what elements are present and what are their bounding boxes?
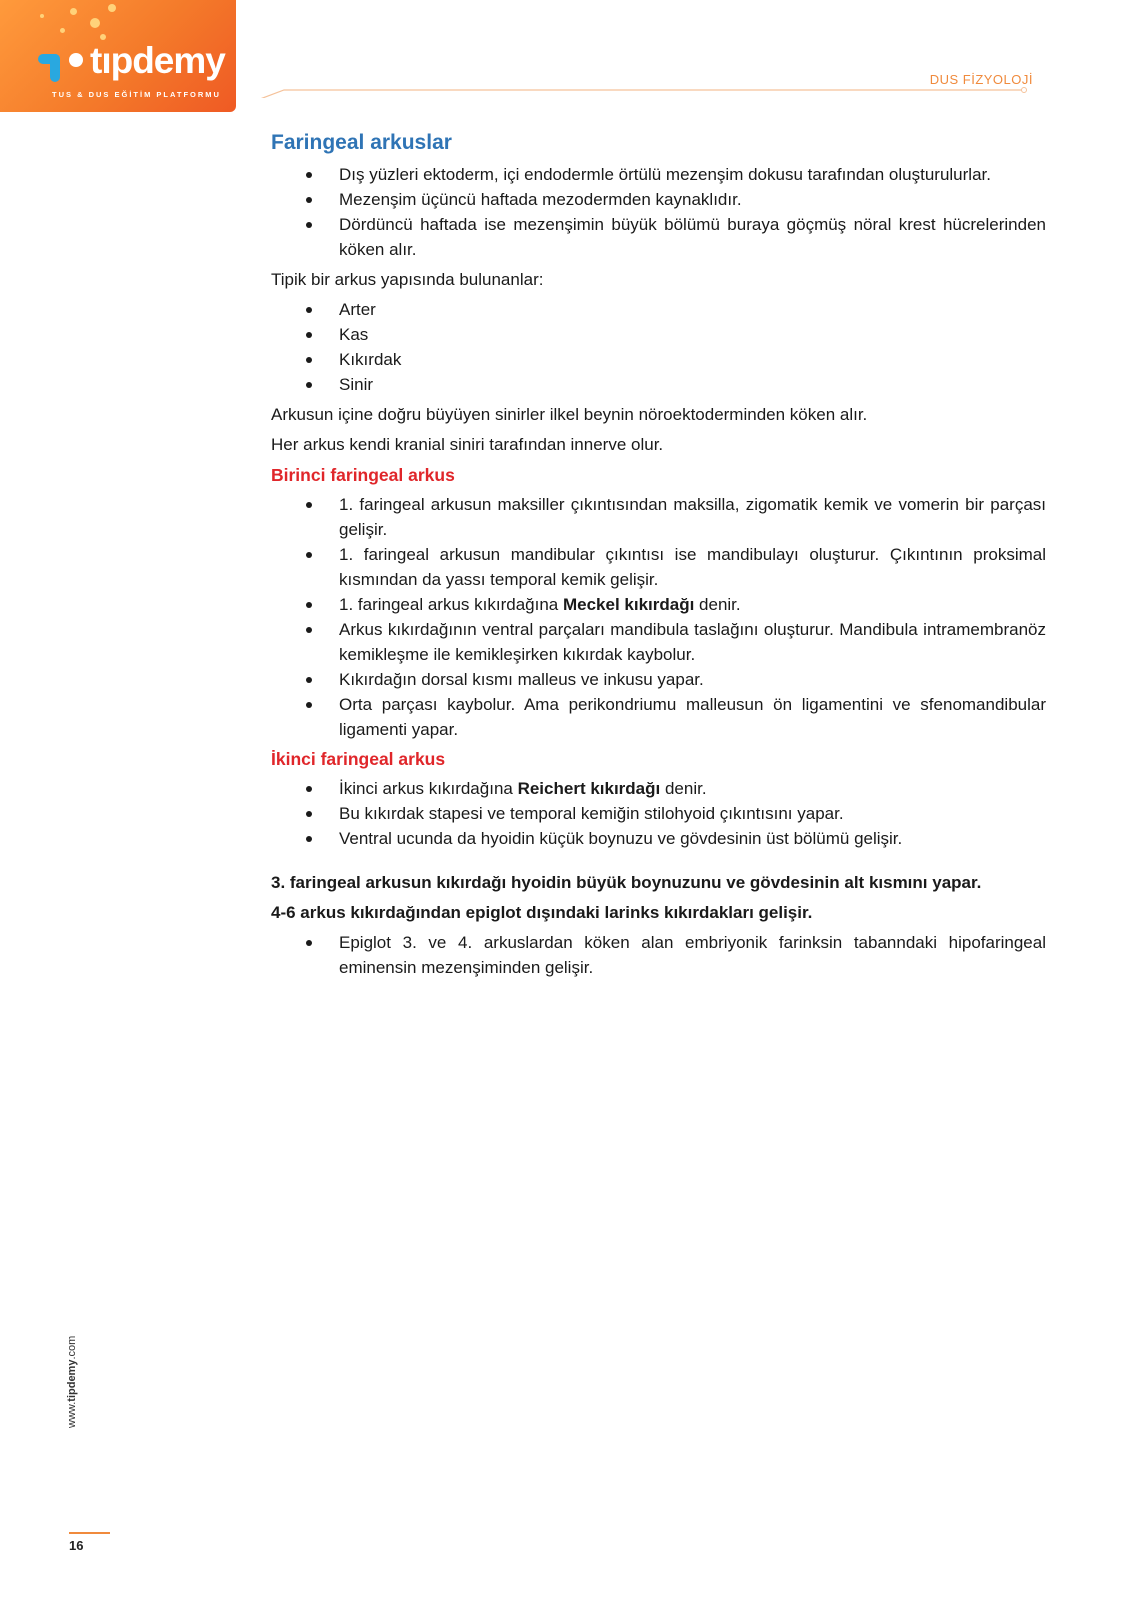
list-item: Dördüncü haftada ise mezenşimin büyük bölümü buraya göçmüş nöral krest hücrelerinden köken alır. [339,212,1046,262]
text: denir. [660,779,707,798]
decor-dot [108,4,116,12]
list-item: Kıkırdağın dorsal kısmı malleus ve inkusu yapar. [339,667,1046,692]
heading-birinci-faringeal-arkus: Birinci faringeal arkus [271,465,455,485]
page-content [271,128,1046,980]
list-item: Orta parçası kaybolur. Ama perikondriumu malleusun ön ligamentini ve sfenomandibular ligamenti yapar. [339,692,1046,742]
closing-line: 4-6 arkus kıkırdağından epiglot dışındaki larinks kıkırdakları gelişir. [271,903,813,922]
decor-dot [70,8,77,15]
brand-logo-block [0,0,236,112]
text: İkinci arkus kıkırdağına [339,779,518,798]
birinci-bullets [271,492,1046,742]
brand-mark-icon [38,52,88,84]
footer-website [66,1336,78,1428]
faringeal-bullets [271,162,1046,262]
decor-dot [60,28,65,33]
brand-name: tıpdemy [90,40,225,81]
list-item: 1. faringeal arkusun mandibular çıkıntısı ise mandibulayı oluşturur. Çıkıntının proksimal kısmından da yassı temporal kemik gelişir. [339,542,1046,592]
section-header-title: DUS FİZYOLOJİ [929,72,1033,87]
list-item: Ventral ucunda da hyoidin küçük boynuzu ve gövdesinin üst bölümü gelişir. [339,826,1046,851]
list-item: Dış yüzleri ektoderm, içi endodermle örtülü mezenşim dokusu tarafından oluşturulurlar. [339,162,1046,187]
list-item: Bu kıkırdak stapesi ve temporal kemiğin stilohyoid çıkıntısını yapar. [339,801,1046,826]
closing-line: 3. faringeal arkusun kıkırdağı hyoidin büyük boynuzunu ve gövdesinin alt kısmını yapar. [271,873,982,892]
decor-dot [90,18,100,28]
text: denir. [694,595,741,614]
bold-term: Reichert kıkırdağı [517,779,661,798]
list-item: Arkus kıkırdağının ventral parçaları mandibula taslağını oluşturur. Mandibula intramembranöz kemikleşme ile kemikleşirken kıkırdak kaybolur. [339,617,1046,667]
list-item: Epiglot 3. ve 4. arkuslardan köken alan embriyonik farinksin tabanndaki hipofaringeal eminensin mezenşiminden gelişir. [339,930,1046,980]
site-brand: tipdemy [66,1359,78,1402]
decor-dot [40,14,44,18]
heading-ikinci-faringeal-arkus: İkinci faringeal arkus [271,749,446,769]
text: 1. faringeal arkus kıkırdağına [339,595,563,614]
page-number: 16 [69,1538,84,1553]
brand-tagline: TUS & DUS EĞİTİM PLATFORMU [52,90,221,99]
list-item: Sinir [339,372,1046,397]
list-item [339,592,1046,617]
paragraph: Arkusun içine doğru büyüyen sinirler ilkel beynin nöroektoderminden köken alır. [271,405,868,424]
site-prefix: www. [66,1401,78,1428]
typical-intro: Tipik bir arkus yapısında bulunanlar: [271,270,544,289]
typical-items [271,297,1046,397]
list-item: Kıkırdak [339,347,1046,372]
ikinci-bullets [271,776,1046,851]
list-item: Kas [339,322,1046,347]
list-item: Arter [339,297,1046,322]
list-item: Mezenşim üçüncü haftada mezodermden kaynaklıdır. [339,187,1046,212]
page-number-rule [69,1532,110,1534]
list-item [339,776,1046,801]
list-item: 1. faringeal arkusun maksiller çıkıntısından maksilla, zigomatik kemik ve vomerin bir parçası gelişir. [339,492,1046,542]
heading-faringeal-arkuslar: Faringeal arkuslar [271,131,452,154]
paragraph: Her arkus kendi kranial siniri tarafından innerve olur. [271,435,664,454]
site-suffix: .com [66,1335,78,1360]
spacer [271,851,1046,865]
closing-bullets [271,930,1046,980]
bold-term: Meckel kıkırdağı [562,595,695,614]
